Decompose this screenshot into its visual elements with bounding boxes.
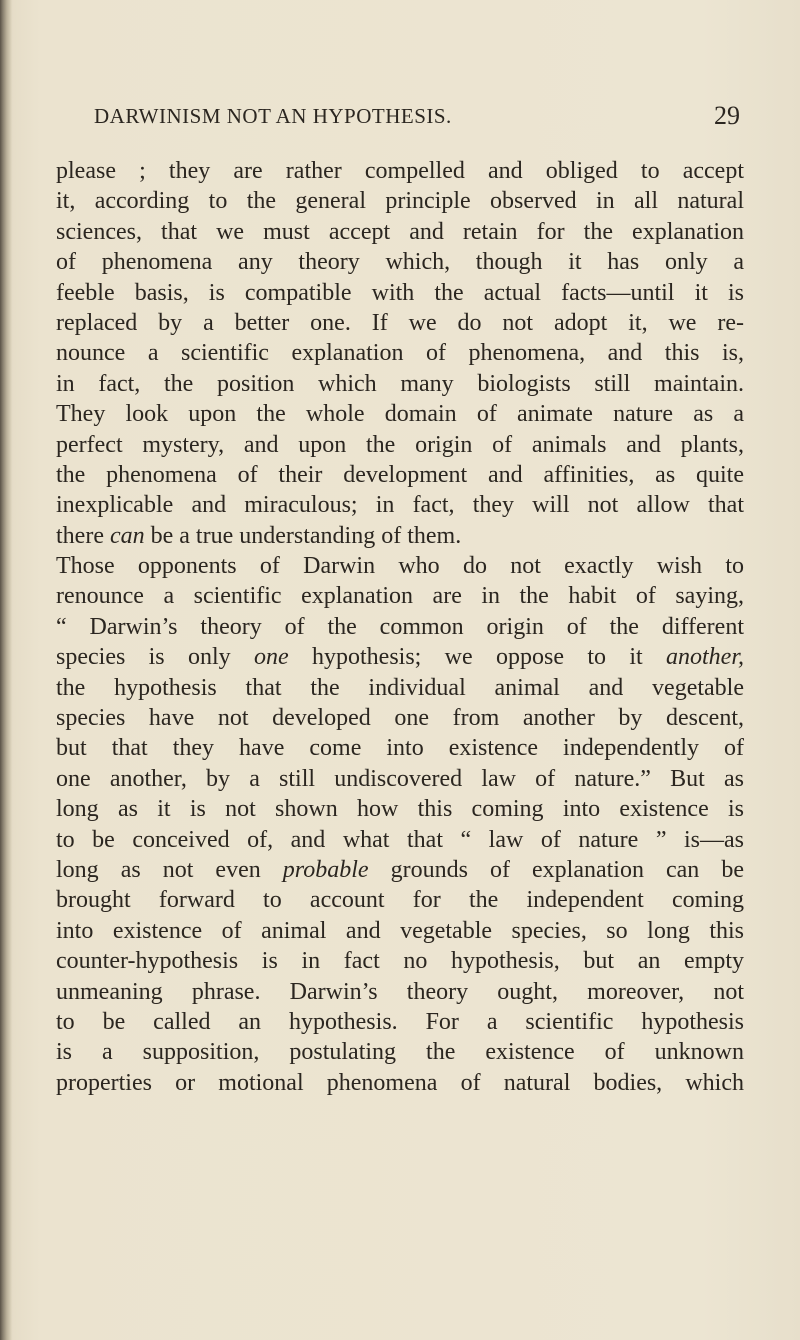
text-line (56, 703, 744, 733)
text-run: “ Darwin’s theory of the common origin of the different (56, 613, 744, 640)
text-run: species is only (56, 644, 254, 671)
text-run: be a true understanding of them. (144, 522, 462, 549)
text-line (56, 217, 744, 247)
text-run: please ; they are rather compelled and obliged to accept (56, 158, 744, 184)
text-run: long as not even (56, 856, 283, 883)
text-run: brought forward to account for the independent coming (56, 887, 744, 914)
text-run: replaced by a better one. If we do not adopt it, we re- (56, 309, 744, 336)
text-line (56, 733, 744, 763)
page-gutter-shadow (0, 0, 12, 1340)
text-line (56, 764, 744, 794)
text-line (56, 581, 744, 611)
text-line (56, 369, 744, 399)
text-line (56, 551, 744, 581)
text-line (56, 186, 744, 216)
text-line (56, 946, 744, 976)
text-line (56, 977, 744, 1007)
text-line (56, 825, 744, 855)
text-line (56, 885, 744, 915)
page-number: 29 (714, 101, 740, 130)
text-run: inexplicable and miraculous; in fact, they will not allow that (56, 492, 744, 519)
text-line (56, 308, 744, 338)
text-line (56, 156, 744, 186)
text-run: the hypothesis that the individual animal and vegetable (56, 674, 744, 701)
text-run: nounce a scientific explanation of phenomena, and this is, (56, 340, 744, 367)
text-run: one another, by a still undiscovered law of nature.” But as (56, 765, 744, 792)
text-line (56, 1007, 744, 1037)
text-line (56, 612, 744, 642)
italic-text: one (254, 644, 289, 671)
text-line (56, 521, 744, 551)
text-run: to be conceived of, and what that “ law of nature ” is—as (56, 826, 744, 853)
text-line (56, 673, 744, 703)
text-line (56, 430, 744, 460)
text-line (56, 338, 744, 368)
body-text (56, 156, 744, 1098)
text-run: into existence of animal and vegetable species, so long this (56, 917, 744, 944)
text-line (56, 460, 744, 490)
italic-text: probable (282, 856, 369, 883)
text-run: They look upon the whole domain of animate nature as a (56, 401, 744, 428)
text-run: renounce a scientific explanation are in the habit of saying, (56, 583, 744, 610)
text-run: the phenomena of their development and affinities, as quite (56, 461, 744, 488)
text-run: but that they have come into existence independently of (56, 735, 744, 762)
text-run: counter-hypothesis is in fact no hypothesis, but an empty (56, 948, 744, 975)
text-run: feeble basis, is compatible with the actual facts—until it is (56, 279, 744, 306)
text-line (56, 642, 744, 672)
text-line (56, 490, 744, 520)
text-run: unmeaning phrase. Darwin’s theory ought, moreover, not (56, 978, 744, 1005)
text-run: is a supposition, postulating the existence of unknown (56, 1039, 744, 1066)
text-run: to be called an hypothesis. For a scientific hypothesis (56, 1008, 744, 1035)
running-head: DARWINISM NOT AN HYPOTHESIS. (94, 104, 452, 128)
text-run: grounds of explanation can be (368, 856, 744, 883)
italic-text: another, (666, 644, 744, 671)
text-run: of phenomena any theory which, though it has only a (56, 249, 744, 276)
text-line (56, 794, 744, 824)
text-line (56, 247, 744, 277)
text-line (56, 278, 744, 308)
text-run: properties or motional phenomena of natural bodies, which (56, 1069, 744, 1096)
text-run: species have not developed one from another by descent, (56, 705, 744, 732)
text-run: hypothesis; we oppose to it (288, 644, 666, 671)
page-header (56, 101, 742, 134)
text-run: long as it is not shown how this coming into existence is (56, 796, 744, 823)
text-line (56, 399, 744, 429)
text-line (56, 1037, 744, 1067)
text-run: perfect mystery, and upon the origin of animals and plants, (56, 431, 744, 458)
text-run: sciences, that we must accept and retain for the explanation (56, 218, 744, 245)
text-run: Those opponents of Darwin who do not exactly wish to (56, 553, 744, 580)
text-line (56, 1068, 744, 1098)
text-line (56, 916, 744, 946)
text-run: it, according to the general principle observed in all natural (56, 188, 744, 215)
text-run: there (56, 522, 110, 549)
italic-text: can (109, 522, 145, 549)
text-line (56, 855, 744, 885)
text-run: in fact, the position which many biologists still maintain. (56, 370, 744, 397)
